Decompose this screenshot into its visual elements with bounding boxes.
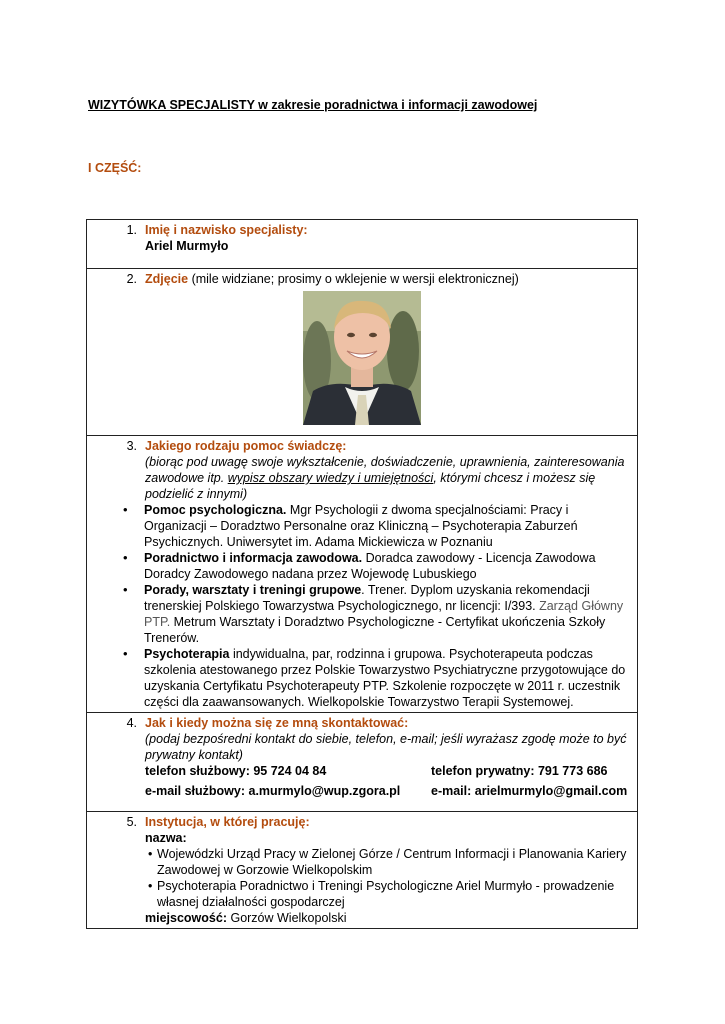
city-line xyxy=(93,910,631,926)
photo-note: (mile widziane; prosimy o wklejenie w wersji elektronicznej) xyxy=(191,272,519,286)
section-contact-row xyxy=(87,713,638,812)
section-question: Imię i nazwisko specjalisty: xyxy=(145,223,308,237)
section-question: Jakiego rodzaju pomoc świadczę: xyxy=(145,439,347,453)
section-help-row xyxy=(87,436,638,713)
section-number: 5. xyxy=(126,815,137,829)
item-heading: Poradnictwo i informacja zawodowa. xyxy=(144,551,363,565)
section-number: 2. xyxy=(126,272,137,286)
institution-name-label: nazwa: xyxy=(145,831,187,845)
section-number: 4. xyxy=(126,716,137,730)
item-text: . Trener. Dyplom uzyskania rekomendacji trenerskiej Polskiego Towarzystwa Psychologicznego, nr licencji: I/393. xyxy=(144,583,590,613)
section-name-row xyxy=(87,220,638,269)
list-item xyxy=(93,582,631,646)
item-text: Zarząd Główny PTP. xyxy=(144,599,624,629)
document-title: WIZYTÓWKA SPECJALISTY w zakresie poradnictwa i informacji zawodowej xyxy=(88,98,538,112)
part-title: I CZĘŚĆ: xyxy=(88,161,142,175)
private-phone: telefon prywatny: 791 773 686 xyxy=(431,764,608,778)
work-email: e-mail służbowy: a.murmylo@wup.zgora.pl xyxy=(145,784,401,798)
section-instruction xyxy=(93,454,631,502)
specialist-photo xyxy=(303,291,421,425)
form-table xyxy=(86,219,638,929)
section-instruction: (podaj bezpośredni kontakt do siebie, telefon, e-mail; jeśli wyrażasz zgodę może to być prywatny kontakt) xyxy=(145,732,627,762)
section-question: Zdjęcie xyxy=(145,272,189,286)
item-heading: Porady, warsztaty i treningi grupowe xyxy=(144,583,362,597)
item-text: Doradca zawodowy - Licencja Zawodowa Doradcy Zawodowego nadana przez Wojewodę Lubuskiego xyxy=(144,551,596,581)
section-photo-row xyxy=(87,269,638,436)
private-email: e-mail: arielmurmylo@gmail.com xyxy=(431,784,628,798)
city-label: miejscowość: xyxy=(145,911,227,925)
section-number: 3. xyxy=(126,439,137,453)
instruction-text: , którymi chcesz i możesz się podzielić z innymi) xyxy=(145,471,596,501)
section-number: 1. xyxy=(126,223,137,237)
item-heading: Psychoterapia xyxy=(144,647,230,661)
section-question: Jak i kiedy można się ze mną skontaktować: xyxy=(145,716,409,730)
list-item xyxy=(93,550,631,582)
contact-grid xyxy=(93,763,631,799)
specialist-name: Ariel Murmyło xyxy=(145,239,229,253)
list-item xyxy=(93,646,631,710)
help-list xyxy=(93,502,631,710)
city-value: Gorzów Wielkopolski xyxy=(230,911,347,925)
list-item: • Psychoterapia Poradnictwo i Treningi Psychologiczne Ariel Murmyło - prowadzenie własnej działalności gospodarczej xyxy=(93,878,631,910)
list-item xyxy=(93,502,631,550)
work-phone: telefon służbowy: 95 724 04 84 xyxy=(145,764,327,778)
institution-list xyxy=(93,846,631,910)
item-text: indywidualna, par, rodzinna i grupowa. Psychoterapeuta podczas szkolenia atestowanego przez Polskie Towarzystwo Psychiatryczne przygotowujące do uzyskania Certyfikatu Psychoterapeuty PTP. Szkolenie rozpoczęte w 2011 r. uczestnik części dla zaawansowanych. Wielkopolskie Towarzystwo Terapii Systemowej. xyxy=(144,647,626,709)
item-text: Metrum Warsztaty i Doradztwo Psychologiczne - Certyfikat ukończenia Szkoły Trenerów. xyxy=(144,615,606,645)
section-institution-row xyxy=(87,812,638,929)
instruction-emphasis: wypisz obszary wiedzy i umiejętności xyxy=(227,471,434,485)
item-heading: Pomoc psychologiczna. xyxy=(144,503,287,517)
list-item: • Wojewódzki Urząd Pracy w Zielonej Górze / Centrum Informacji i Planowania Kariery Zawodowej w Gorzowie Wielkopolskim xyxy=(93,846,631,878)
item-text: Mgr Psychologii z dwoma specjalnościami: Pracy i Organizacji – Doradztwo Personalne oraz Kliniczną – Psychoterapia Zaburzeń Psychicznych. Uniwersytet im. Adama Mickiewicza w Poznaniu xyxy=(144,503,578,549)
section-question: Instytucja, w której pracuję: xyxy=(145,815,310,829)
instruction-text: (biorąc pod uwagę swoje wykształcenie, doświadczenie, uprawnienia, zainteresowania zawodowe itp. xyxy=(145,455,625,485)
